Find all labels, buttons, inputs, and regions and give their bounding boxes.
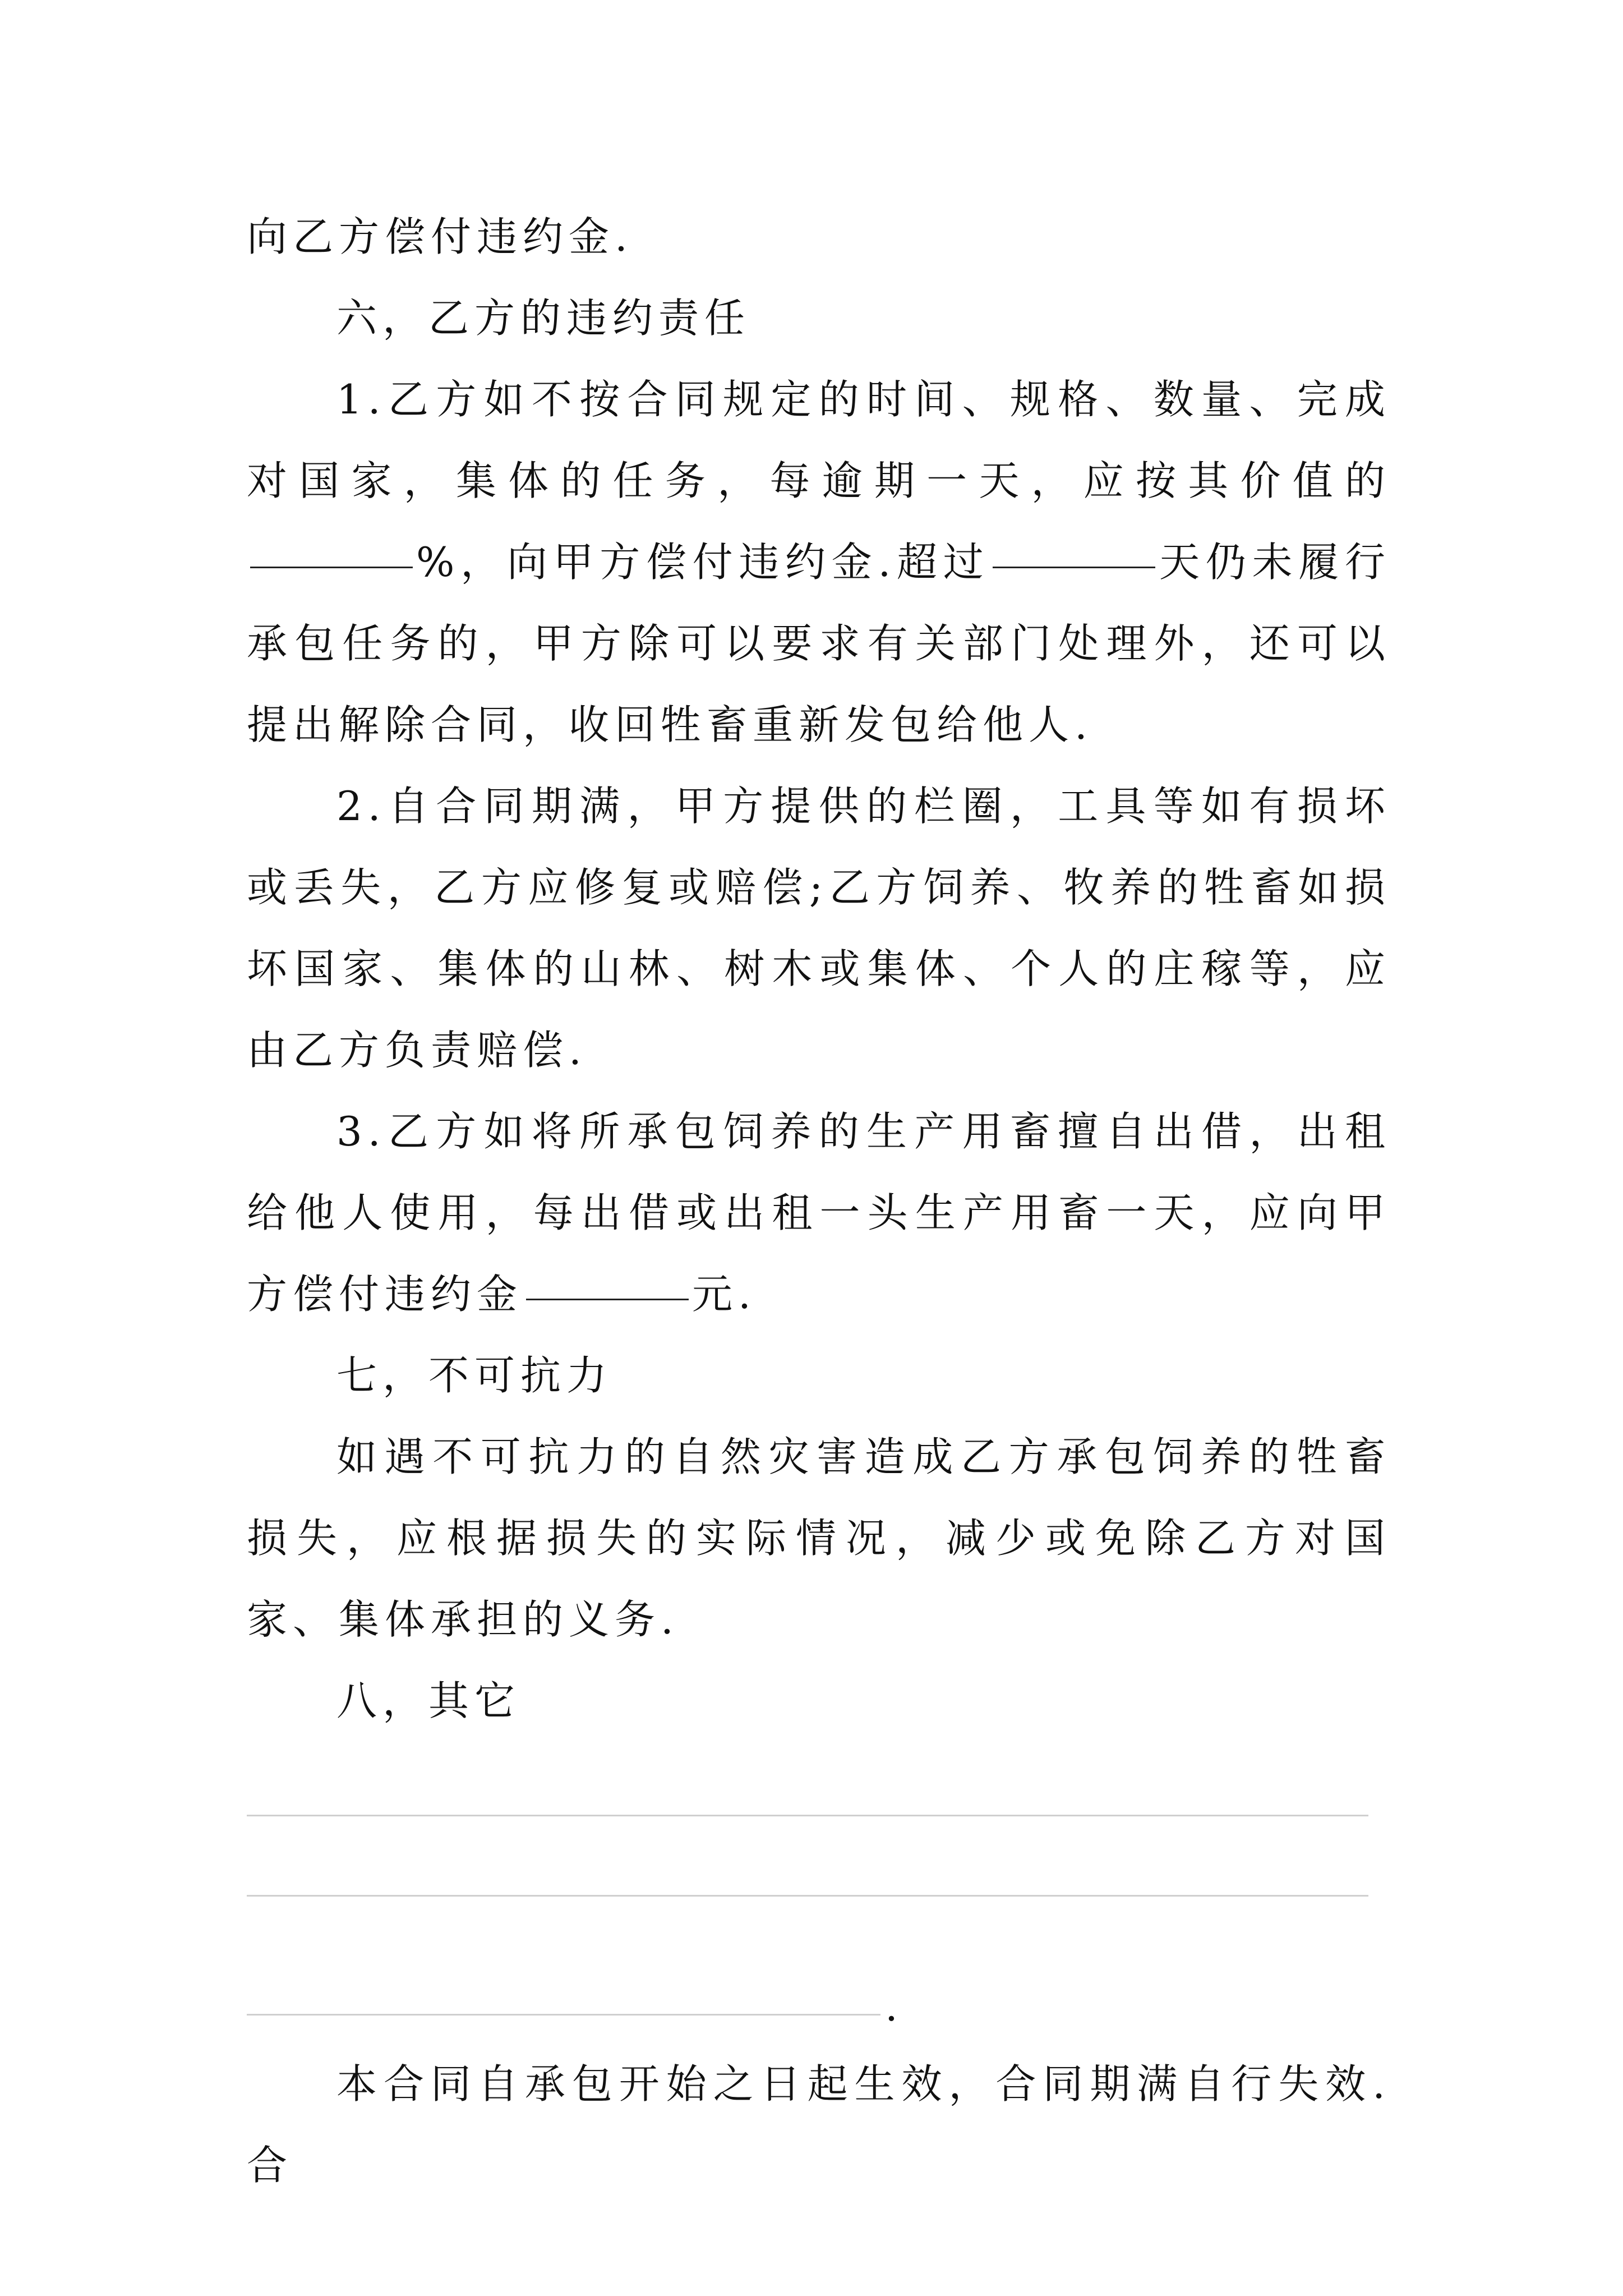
item-1-text-b: %，向甲方偿付违约金.超过: [416, 539, 990, 586]
continuation-line: [247, 196, 1391, 278]
continuation-text: 向乙方偿付违约金.: [247, 213, 633, 260]
section-7-title: [247, 1335, 1391, 1416]
section-7-title-text: 七，不可抗力: [336, 1352, 613, 1399]
fill-line-2-wrap: [247, 1895, 1391, 1897]
document-body: [247, 196, 1391, 2206]
section-6-item-1: [247, 359, 1391, 766]
fill-line-1-wrap: [247, 1815, 1391, 1816]
section-6-title: [247, 278, 1391, 359]
section-6-item-3: [247, 1091, 1391, 1335]
closing-paragraph-text: 本合同自承包开始之日起生效，合同期满自行失效.合: [247, 2060, 1391, 2189]
percent-blank: [250, 567, 413, 568]
fill-line-3-wrap: [247, 1975, 1391, 2030]
section-6-title-text: 六，乙方的违约责任: [336, 295, 751, 342]
section-7-body-text: 如遇不可抗力的自然灾害造成乙方承包饲养的牲畜损失，应根据损失的实际情况，减少或免除乙方对国家、集体承担的义务.: [247, 1433, 1391, 1643]
item-1-text-c: 天仍未履行承包任务的，甲方除可以要求有关部门处理外，还可以提出解除合同，收回牲畜重新发包给他人.: [247, 539, 1391, 748]
section-6-item-2: [247, 766, 1391, 1091]
item-3-text-b: 元.: [692, 1271, 757, 1318]
item-3-text-a: 3.乙方如将所承包饲养的生产用畜擅自出借，出租给他人使用，每出借或出租一头生产用畜一天，应向甲方偿付违约金: [247, 1108, 1391, 1318]
amount-blank: [526, 1299, 689, 1300]
item-2-text: 2.自合同期满，甲方提供的栏圈，工具等如有损坏或丢失，乙方应修复或赔偿;乙方饲养、牧养的牲畜如损坏国家、集体的山林、树木或集体、个人的庄稼等，应由乙方负责赔偿.: [247, 783, 1391, 1074]
fill-line-2: [247, 1895, 1368, 1897]
section-8-title: [247, 1660, 1391, 1742]
section-7-body: [247, 1416, 1391, 1660]
closing-paragraph: [247, 2044, 1391, 2206]
fill-line-1: [247, 1815, 1368, 1816]
section-8-title-text: 八，其它: [336, 1677, 521, 1724]
days-blank: [993, 567, 1155, 568]
fill-line-end-dot: .: [885, 1983, 903, 2030]
fill-line-3: [247, 2014, 880, 2016]
item-1-text-a: 1.乙方如不按合同规定的时间、规格、数量、完成对国家，集体的任务，每逾期一天，应按其价值的: [247, 376, 1391, 504]
